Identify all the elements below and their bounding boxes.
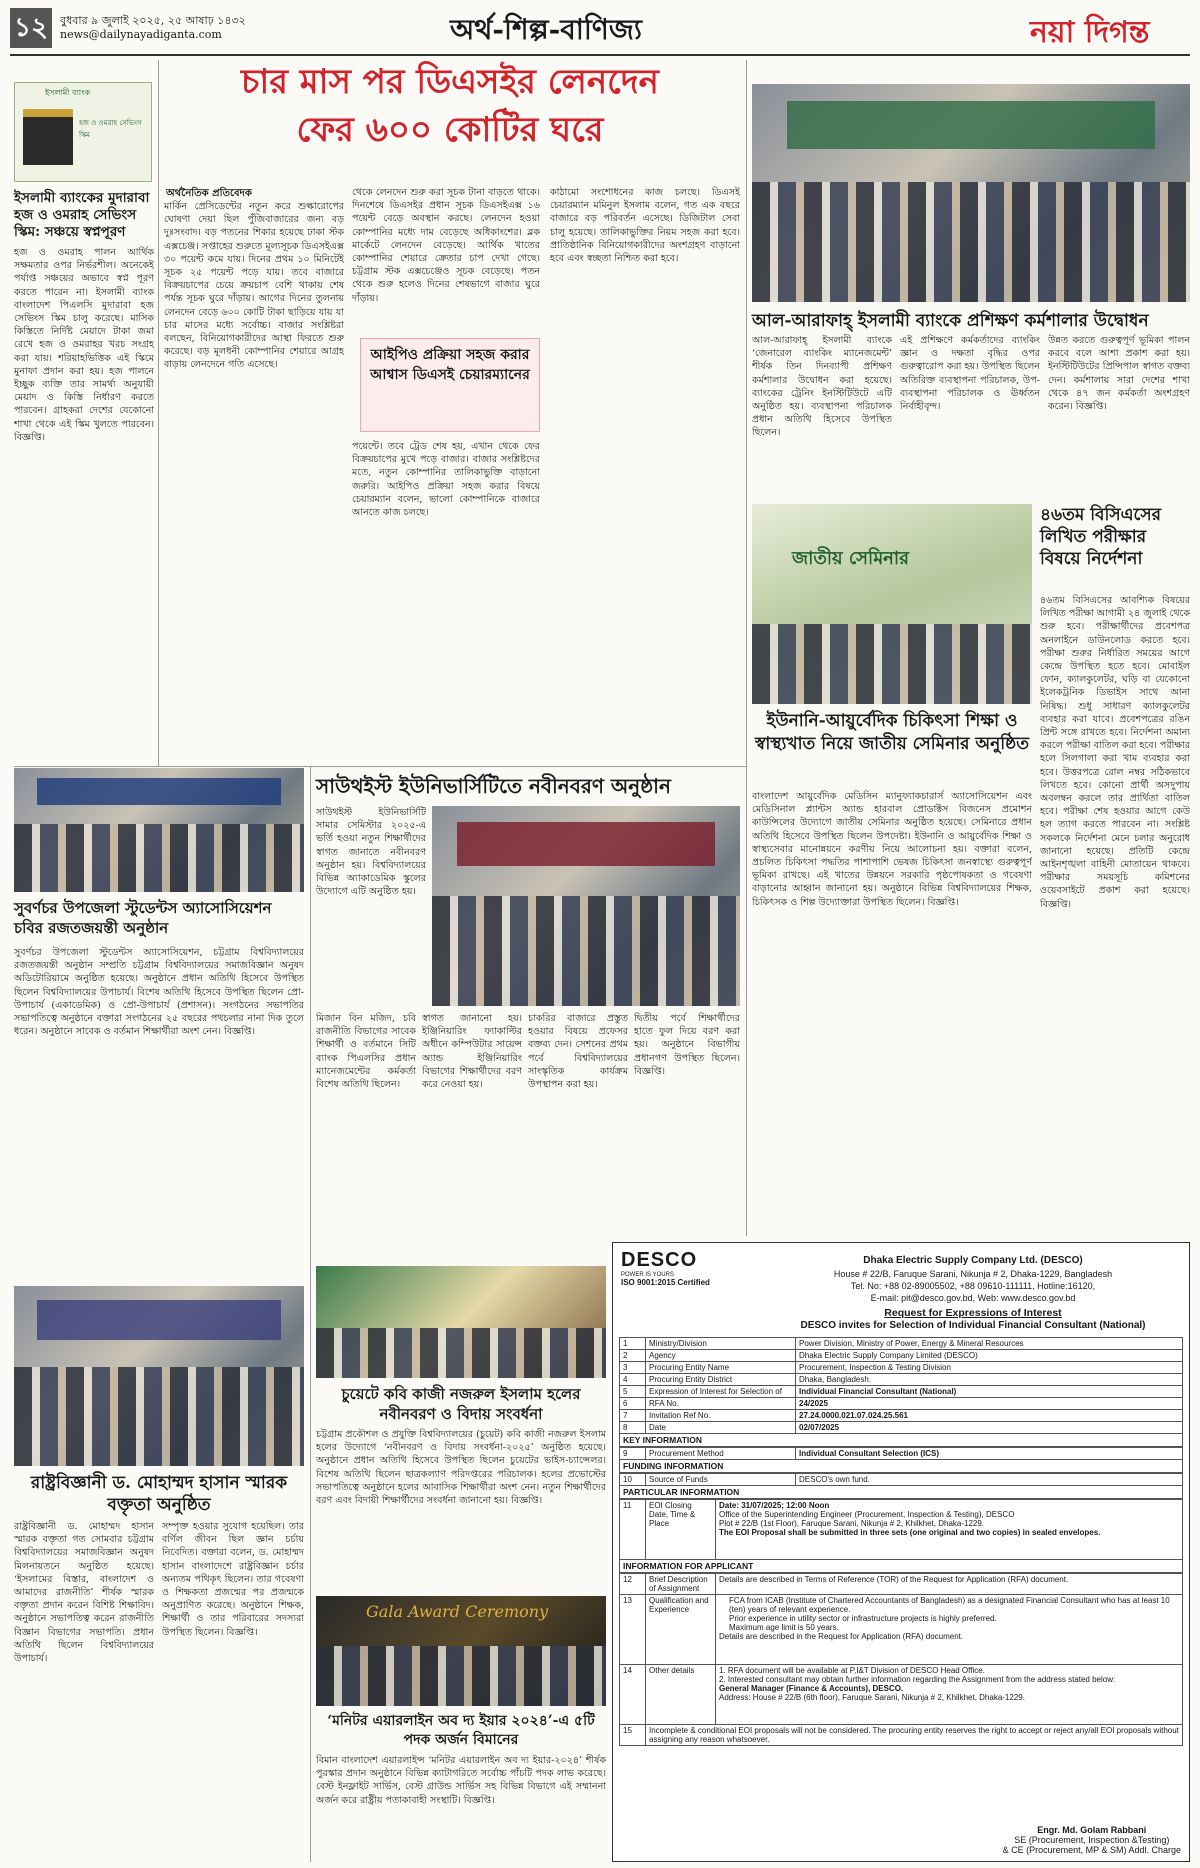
lead-pullquote-text: আইপিও প্রক্রিয়া সহজ করার আশ্বাস ডিএসই চেয়ারম্যানের bbox=[370, 347, 530, 383]
monitor-body: বিমান বাংলাদেশ এয়ারলাইন্স ‘মনিটর এয়ারলাইন অব দ্য ইয়ার-২০২৪’ শীর্ষক পুরস্কার প্রদান অনুষ্ঠানে বিভিন্ন ক্যাটাগরিতে সর্বোচ্চ পাঁচটি পদক লাভ করেছে। বেস্ট ইনফ্লাইট সার্ভিস, বেস্ট গ্রাউন্ড সার্ভিস সহ বিভিন্ন বিভাগে এই সম্মাননা অর্জন করে রাষ্ট্রীয় পতাকাবাহী সংস্থাটি। বিজ্ঞপ্তি। bbox=[316, 1755, 606, 1806]
row-no: 7 bbox=[620, 1410, 646, 1422]
desco-subtitle: DESCO invites for Selection of Individual Financial Consultant (National) bbox=[800, 1320, 1146, 1331]
alarafah-headline: আল-আরাফাহ্ ইসলামী ব্যাংকে প্রশিক্ষণ কর্মশালার উদ্বোধন bbox=[752, 311, 1149, 331]
qual-2: Prior experience in utility sector or infrastructure projects is highly preferred. bbox=[729, 1614, 997, 1623]
table-row bbox=[620, 1422, 1183, 1434]
row-value: DESCO's own fund. bbox=[796, 1474, 1183, 1486]
row-no: 2 bbox=[620, 1350, 646, 1362]
alarafah-col-3: উন্নত করতে গুরুত্বপূর্ণ ভূমিকা পালন করবে বলে আশা প্রকাশ করা হয়। ইনস্টিটিউটের প্রিন্সিপাল স্বাগত বক্তব্য দেন। কর্মশালায় সারা দেশের শাখা থেকে ৪৭ জন কর্মকর্তা অংশগ্রহণ করেন। বিজ্ঞপ্তি। bbox=[1048, 335, 1190, 413]
other-4: Address: House # 22/B (6th floor), Faruque Sarani, Nikunja # 2, Khilkhet, Dhaka-1229. bbox=[719, 1693, 1025, 1702]
desco-phone: Tel. No: +88 02-89005502, +88 09610-111111, Hotline:16120, bbox=[850, 1281, 1096, 1291]
islami-bank-ad-title: ইসলামী ব্যাংক bbox=[45, 88, 91, 97]
row-label: Agency bbox=[646, 1350, 796, 1362]
row-value: Power Division, Ministry of Power, Energy & Mineral Resources bbox=[796, 1338, 1183, 1350]
row-no: 9 bbox=[620, 1448, 646, 1460]
alarafah-col-1: আল-আরাফাহ্ ইসলামী ব্যাংকে ‘জেনারেল ব্যাংকিং ম্যানেজমেন্ট’ শীর্ষক তিন দিনব্যাপী প্রশিক্ষণ কর্মশালার উদ্বোধন করা হয়েছে। ব্যাংকের ট্রেনিং ইনস্টিটিউটে এটি অনুষ্ঠিত হয়। ব্যবস্থাপনা পরিচালক প্রধান অতিথি হিসেবে উপস্থিত ছিলেন। bbox=[752, 335, 892, 439]
divider bbox=[14, 766, 746, 767]
row-no: 1 bbox=[620, 1338, 646, 1350]
row-value: 24/2025 bbox=[796, 1398, 1183, 1410]
website[interactable]: news@dailynayadiganta.com bbox=[60, 28, 222, 41]
lead-byline: অর্থনৈতিক প্রতিবেদক bbox=[166, 188, 252, 199]
signer-name: Engr. Md. Golam Rabbani bbox=[1037, 1825, 1147, 1835]
row-label: Procuring Entity District bbox=[646, 1374, 796, 1386]
desco-company: Dhaka Electric Supply Company Ltd. (DESCO) bbox=[863, 1255, 1083, 1266]
southeast-lower-col-2: স্বাগত জানানো হয়। ইঞ্জিনিয়ারিং ফ্যাকাল্টির অধীনে কম্পিউটার সায়েন্স অ্যান্ড ইঞ্জিনিয়ারিং বিভাগের শিক্ষার্থীদের বরণ করে নেওয়া হয়। bbox=[422, 1013, 522, 1091]
monitor-award-banner: Gala Award Ceremony bbox=[366, 1602, 549, 1621]
alarafah-photo bbox=[752, 84, 1190, 302]
other-1: 1. RFA document will be available at P,I&T Division of DESCO Head Office. bbox=[719, 1666, 985, 1675]
unani-banner: জাতীয় সেমিনার bbox=[792, 548, 910, 569]
lead-col-2: থেকে লেনদেন শুরু করা সূচক টানা বাড়তে থাকে। দিনশেষে ডিএসইর প্রধান সূচক ডিএসইএক্স ১৬ পয়েন্ট বেড়ে অবস্থান করছে। লেনদেন হওয়া কোম্পানির মধ্যে দাম বেড়েছে অধিকাংশের। ব্লক মার্কেটে লেনদেন বেড়েছে। আর্থিক খাতের কোম্পানির শেয়ারে ক্রেতার চাপ দেখা গেছে। চট্টগ্রাম স্টক এক্সচেঞ্জেও সূচক বেড়েছে। পতন থেকে শুরু হলেও দিনের শেষভাগে বাজার ঘুরে দাঁড়ায়। bbox=[352, 187, 540, 304]
southeast-lower-col-3: চাকরির বাজারে প্রস্তুত হওয়ার বিষয়ে প্রফেসর বক্তব্য দেন। সেশনের প্রথম পর্বে বিশ্ববিদ্যালয়ের সাংস্কৃতিক কার্যক্রম উপস্থাপন করা হয়। bbox=[528, 1013, 628, 1091]
desco-key-info: KEY INFORMATION bbox=[619, 1434, 1183, 1447]
row-no: 8 bbox=[620, 1422, 646, 1434]
row-value: Dhaka Electric Supply Company Limited (DESCO) bbox=[796, 1350, 1183, 1362]
row-value bbox=[716, 1500, 1183, 1560]
row-value: Individual Consultant Selection (ICS) bbox=[796, 1448, 1183, 1460]
suborno-photo bbox=[14, 768, 304, 892]
row-label: Ministry/Division bbox=[646, 1338, 796, 1350]
closing-note: The EOI Proposal shall be submitted in three sets (one original and two copies) in sealed envelopes. bbox=[719, 1528, 1101, 1537]
row-value: Incomplete & conditional EOI proposals will not be considered. The procuring entity reserves the right to accept or reject any/all EOI proposals without assigning any reason whatsoever. bbox=[646, 1725, 1183, 1746]
desco-signer bbox=[1003, 1825, 1181, 1855]
suborno-headline: সুবর্ণচর উপজেলা স্টুডেন্টস অ্যাসোসিয়েশন চবির রজতজয়ন্তী অনুষ্ঠান bbox=[14, 899, 272, 937]
islami-bank-ad bbox=[14, 82, 152, 182]
southeast-col-1: সাউথইস্ট ইউনিভার্সিটি সামার সেমিস্টার ২০২৫-এ ভর্তি হওয়া নতুন শিক্ষার্থীদের স্বাগত জানাতে নবীনবরণ অনুষ্ঠান হয়। বিশ্ববিদ্যালয়ের বিভিন্ন অ্যাকাডেমিক স্কুলের উদ্যোগে এটি অনুষ্ঠিত হয়। bbox=[316, 807, 426, 898]
table-row bbox=[620, 1374, 1183, 1386]
southeast-photo bbox=[432, 806, 740, 1006]
row-no: 10 bbox=[620, 1474, 646, 1486]
table-row bbox=[620, 1386, 1183, 1398]
row-label: Qualification and Experience bbox=[646, 1595, 716, 1665]
bcs-body: ৪৬তম বিসিএসের আবশ্যিক বিষয়ের লিখিত পরীক্ষা আগামী ২৪ জুলাই থেকে শুরু হবে। পরীক্ষার্থীদের প্রবেশপত্র অনলাইনে ডাউনলোড করতে হবে। পরীক্ষা শুরুর নির্ধারিত সময়ের আগে কেন্দ্রে উপস্থিত হতে হবে। মোবাইল ফোন, ক্যালকুলেটর, ঘড়ি বা যেকোনো ইলেকট্রনিক ডিভাইস সাথে আনা নিষিদ্ধ। শুধু সাধারণ ক্যালকুলেটর ব্যবহার করা যাবে। প্রবেশপত্রের রঙিন প্রিন্ট সঙ্গে রাখতে হবে। নির্দেশনা অমান্য করলে পরীক্ষা বাতিল করা হবে। পরীক্ষার হলে সিলগালা করা খাম ব্যবহার করা হবে। উত্তরপত্রে রোল নম্বর সঠিকভাবে লিখতে হবে। কোনো প্রার্থী অসদুপায় অবলম্বন করলে তার প্রার্থিতা বাতিল হবে। পরীক্ষা শেষ হওয়ার আগে কেউ হল ত্যাগ করতে পারবেন না। সংশ্লিষ্ট সকলকে নির্দেশনা মেনে চলার অনুরোধ জানানো হয়েছে। প্রতিটি কেন্দ্রে আইনশৃঙ্খলা বাহিনী মোতায়েন থাকবে। পরীক্ষার সময়সূচি কমিশনের ওয়েবসাইটে প্রকাশ করা হয়েছে। বিজ্ঞপ্তি। bbox=[1040, 595, 1190, 910]
desco-particular: PARTICULAR INFORMATION bbox=[619, 1486, 1183, 1499]
row-value bbox=[716, 1665, 1183, 1725]
desco-title: Request for Expressions of Interest bbox=[884, 1307, 1062, 1319]
row-label: Brief Description of Assignment bbox=[646, 1574, 716, 1595]
row-label: Invitation Ref No. bbox=[646, 1410, 796, 1422]
row-no: 4 bbox=[620, 1374, 646, 1386]
other-2: 2. Interested consultant may obtain further information regarding the Assignment from the address stated below: bbox=[719, 1675, 1116, 1684]
closing-address: Plot # 22/B (1st Floor), Faruque Sarani, Nikunja # 2, Khilkhet, Dhaka-1229. bbox=[719, 1519, 985, 1528]
unani-body: বাংলাদেশ আয়ুর্বেদিক মেডিসিন ম্যানুফ্যাকচারার্স অ্যাসোসিয়েশন এবং মেডিসিনাল প্ল্যান্টস অ্যান্ড হারবাল প্রোডাক্টস বিজনেস প্রমোশন কাউন্সিলের উদ্যোগে জাতীয় সেমিনার অনুষ্ঠিত হয়েছে। সেমিনারে প্রধান অতিথি হিসেবে উপস্থিত ছিলেন উপদেষ্টা। ইউনানি ও আয়ুর্বেদিক শিক্ষা ও স্বাস্থ্যসেবার মানোন্নয়নে করণীয় নিয়ে আলোচনা হয়। বক্তারা বলেন, প্রচলিত চিকিৎসা পদ্ধতির পাশাপাশি ভেষজ চিকিৎসা জনস্বাস্থ্যে গুরুত্বপূর্ণ ভূমিকা রাখছে। এই খাতের উন্নয়নে সরকারি পৃষ্ঠপোষকতা ও গবেষণা বাড়ানোর আহ্বান জানানো হয়। অনুষ্ঠানে বিভিন্ন বিশ্ববিদ্যালয়ের শিক্ষক, চিকিৎসক ও শিল্প উদ্যোক্তারা উপস্থিত ছিলেন। বিজ্ঞপ্তি। bbox=[752, 791, 1032, 908]
rashtro-col-2: সম্পৃক্ত হওয়ার সুযোগ হয়েছিল। তার বর্ণিল জীবন ছিল জ্ঞান চর্চায় নিবেদিত। বক্তারা বলেন, ড. মোহাম্মদ হাসান বাংলাদেশে রাষ্ট্রবিজ্ঞান চর্চার অন্যতম পথিকৃৎ ছিলেন। তার গবেষণা ও শিক্ষকতা প্রজন্মের পর প্রজন্মকে অনুপ্রাণিত করেছে। অনুষ্ঠানে শিক্ষক, শিক্ষার্থী ও তার পরিবারের সদস্যরা উপস্থিত ছিলেন। বিজ্ঞপ্তি। bbox=[162, 1521, 304, 1638]
row-value: Details are described in Terms of Reference (TOR) of the Request for Application (RFA) document. bbox=[716, 1574, 1183, 1595]
row-value: 27.24.0000.021.07.024.25.561 bbox=[796, 1410, 1183, 1422]
masthead: নয়া দিগন্ত bbox=[1030, 15, 1150, 50]
row-label: Expression of Interest for Selection of bbox=[646, 1386, 796, 1398]
qual-1: FCA from ICAB (Institute of Chartered Accountants of Bangladesh) as a designated Financial Consultant who has at least 10 (ten) years of relevant experience. bbox=[729, 1596, 1170, 1614]
table-row bbox=[620, 1448, 1183, 1460]
row-label: Source of Funds bbox=[646, 1474, 796, 1486]
desco-email[interactable]: E-mail: pit@desco.gov.bd, Web: www.desco.gov.bd bbox=[870, 1293, 1076, 1303]
alarafah-col-2: এই প্রশিক্ষণে কর্মকর্তাদের ব্যাংকিং জ্ঞান ও দক্ষতা বৃদ্ধির ওপর গুরুত্বারোপ করা হয়। উপস্থিত ছিলেন অতিরিক্ত ব্যবস্থাপনা পরিচালক, উপ-ব্যবস্থাপনা পরিচালক ও ঊর্ধ্বতন নির্বাহীবৃন্দ। bbox=[900, 335, 1040, 413]
table-row bbox=[620, 1665, 1183, 1725]
row-value: Individual Financial Consultant (National) bbox=[796, 1386, 1183, 1398]
desco-notice bbox=[612, 1242, 1190, 1862]
desco-applicant: INFORMATION FOR APPLICANT bbox=[619, 1560, 1183, 1573]
islami-bank-headline: ইসলামী ব্যাংকের মুদারাবা হজ ও ওমরাহ সেভিংস স্কিম: সঞ্চয়ে স্বপ্নপূরণ bbox=[14, 190, 150, 240]
desco-table bbox=[619, 1337, 1183, 1434]
divider bbox=[310, 766, 311, 1862]
header-rule bbox=[10, 54, 1190, 56]
row-label: Procuring Entity Name bbox=[646, 1362, 796, 1374]
qual-4: Details are described in the Request for Application (RFA) document. bbox=[719, 1632, 964, 1641]
signer-title-1: SE (Procurement, Inspection &Testing) bbox=[1014, 1835, 1170, 1845]
unani-photo bbox=[752, 504, 1032, 704]
table-row bbox=[620, 1500, 1183, 1560]
divider bbox=[158, 60, 159, 766]
table-row bbox=[620, 1362, 1183, 1374]
desco-table-wrap bbox=[619, 1337, 1183, 1746]
closing-office: Office of the Superintending Engineer (Procurement, Inspection & Testing), DESCO bbox=[719, 1510, 1015, 1519]
desco-logo-tag: POWER IS YOURS bbox=[621, 1272, 674, 1278]
lead-col-1: মার্কিন প্রেসিডেন্টের নতুন করে শুল্কারোপের ঘোষণা দেয়া ছিল পুঁজিবাজারের জন্য বড় দুঃসংবাদ। বড় পতনের শিকার হয়েছে ঢাকা স্টক এক্সচেঞ্জ। সপ্তাহের শুরুতে মূল্যসূচক ডিএসইএক্স ৩০ পয়েন্ট কমে যায়। দিনের প্রথম ১০ মিনিটেই সূচক ২৫ পয়েন্ট পড়ে যায়। তবে বাজারে বিক্রয়চাপের চেয়ে ক্রয়চাপ বেশি থাকায় শেষ পর্যন্ত সূচক ঘুরে দাঁড়ায়। আগের দিনের তুলনায় লেনদেন বেড়ে ৬০০ কোটি টাকা ছাড়িয়ে যায় যা চার মাসের মধ্যে সর্বোচ্চ। বাজার সংশ্লিষ্টরা বলছেন, বিনিয়োগকারীদের আস্থা ফিরতে শুরু করেছে। বড় মূলধনী কোম্পানির শেয়ারে আগ্রহ বাড়ায় লেনদেনে গতি এসেছে। bbox=[164, 201, 344, 371]
suborno-body: সুবর্ণচর উপজেলা স্টুডেন্টস অ্যাসোসিয়েশন, চট্টগ্রাম বিশ্ববিদ্যালয়ের রজতজয়ন্তী অনুষ্ঠান সম্প্রতি চট্টগ্রাম বিশ্ববিদ্যালয়ের সমাজবিজ্ঞান অনুষদ অডিটোরিয়ামে অনুষ্ঠিত হয়েছে। অনুষ্ঠানে প্রধান অতিথি হিসেবে উপস্থিত ছিলেন বিশ্ববিদ্যালয়ের উপাচার্য। বিশেষ অতিথি হিসেবে উপস্থিত ছিলেন প্রো-উপাচার্য (একাডেমিক) ও প্রো-উপাচার্য (প্রশাসন)। সংগঠনের সভাপতির সভাপতিত্বে অনুষ্ঠানে বক্তারা সংগঠনের ২৫ বছরের পথচলার নানা দিক তুলে ধরেন। অনুষ্ঠানে সাবেক ও বর্তমান শিক্ষার্থীরা অংশ নেন। বিজ্ঞপ্তি। bbox=[14, 947, 304, 1038]
date-line: বুধবার ৯ জুলাই ২০২৫, ২৫ আষাঢ় ১৪৩২ bbox=[60, 14, 246, 27]
page-number-box bbox=[10, 8, 52, 48]
monitor-photo bbox=[316, 1596, 606, 1706]
table-row bbox=[620, 1338, 1183, 1350]
lead-col-4: কাঠামো সংশোধনের কাজ চলছে। ডিএসই চেয়ারম্যান মমিনুল ইসলাম বলেন, গত এক বছরে বাজারে বড় পরিবর্তন এসেছে। ডিজিটাল সেবা চালু হয়েছে। তালিকাভুক্তির নিয়ম সহজ করা হবে। প্রাতিষ্ঠানিক বিনিয়োগকারীদের অংশগ্রহণ বাড়ানো হবে এবং স্বচ্ছতা নিশ্চিত করা হবে। bbox=[550, 187, 740, 265]
desco-logo-text: DESCO bbox=[621, 1249, 698, 1271]
row-label: Other details bbox=[646, 1665, 716, 1725]
page-number: ১২ bbox=[14, 13, 48, 43]
desco-address: House # 22/B, Faruque Sarani, Nikunja # 2, Dhaka-1229, Bangladesh bbox=[833, 1269, 1113, 1279]
lead-headline-2: ফের ৬০০ কোটির ঘরে bbox=[296, 110, 604, 150]
row-no: 15 bbox=[620, 1725, 646, 1746]
row-no: 5 bbox=[620, 1386, 646, 1398]
table-row bbox=[620, 1398, 1183, 1410]
lead-headline-1: চার মাস পর ডিএসইর লেনদেন bbox=[241, 62, 659, 102]
table-row bbox=[620, 1574, 1183, 1595]
southeast-lower-col-1: মিজান বিন মজিদ, চবি রাজনীতি বিভাগের সাবেক শিক্ষার্থী ও বর্তমানে সিটি ব্যাংক পিএলসির প্রধান ম্যানেজমেন্টের কর্মকর্তা বিশেষ অতিথি ছিলেন। bbox=[316, 1013, 416, 1091]
rashtro-photo bbox=[14, 1286, 304, 1466]
row-value: 02/07/2025 bbox=[796, 1422, 1183, 1434]
row-value: Dhaka, Bangladesh. bbox=[796, 1374, 1183, 1386]
desco-funding: FUNDING INFORMATION bbox=[619, 1460, 1183, 1473]
signer-title-2: & CE (Procurement, MP & SM) Addl. Charge bbox=[1002, 1845, 1181, 1855]
southeast-headline: সাউথইস্ট ইউনিভার্সিটিতে নবীনবরণ অনুষ্ঠান bbox=[316, 774, 671, 798]
row-label: RFA No. bbox=[646, 1398, 796, 1410]
chuet-photo bbox=[316, 1266, 606, 1378]
row-no: 13 bbox=[620, 1595, 646, 1665]
table-row bbox=[620, 1595, 1183, 1665]
row-label: Procurement Method bbox=[646, 1448, 796, 1460]
desco-iso: ISO 9001:2015 Certified bbox=[621, 1278, 710, 1287]
chuet-body: চট্টগ্রাম প্রকৌশল ও প্রযুক্তি বিশ্ববিদ্যালয়ের (চুয়েট) কবি কাজী নজরুল ইসলাম হলের উদ্যোগে ‘নবীনবরণ ও বিদায় সংবর্ধনা-২০২৫’ অনুষ্ঠিত হয়েছে। অনুষ্ঠানে প্রধান অতিথি হিসেবে উপস্থিত ছিলেন চুয়েটের ভাইস-চ্যান্সেলর। বিশেষ অতিথি ছিলেন ছাত্রকল্যাণ পরিদপ্তরের পরিচালক। হলের প্রভোস্টের সভাপতিত্বে অনুষ্ঠানে হলের আবাসিক শিক্ষার্থীরা অংশ নেন। নতুন শিক্ষার্থীদের বরণ এবং বিদায়ী শিক্ষার্থীদের সংবর্ধনা জানানো হয়। বিজ্ঞপ্তি। bbox=[316, 1429, 606, 1507]
row-label: Date bbox=[646, 1422, 796, 1434]
islami-bank-body: হজ ও ওমরাহ পালন আর্থিক সক্ষমতার ওপর নির্ভরশীল। অনেকেই পর্যাপ্ত সঞ্চয়ের অভাবে স্বপ্ন পূরণ করতে পারেন না। ইসলামী ব্যাংক বাংলাদেশ পিএলসি মুদারাবা হজ সেভিংস স্কিম চালু করেছে। মাসিক কিস্তিতে নির্দিষ্ট মেয়াদে টাকা জমা রেখে হজ ও ওমরাহর খরচ সংগ্রহ করা যায়। শরিয়াহভিত্তিক এই স্কিমে মুনাফা প্রদান করা হয়। হজ পালনে ইচ্ছুক ব্যক্তি তার সামর্থ্য অনুযায়ী মেয়াদ ও কিস্তি নির্ধারণ করতে পারবেন। গ্রাহকরা দেশের যেকোনো শাখা থেকে এই স্কিম খুলতে পারবেন। বিজ্ঞপ্তি। bbox=[14, 247, 154, 443]
lead-col-3: পয়েন্টে। তবে ট্রেড শেষ হয়, এখান থেকে ফের বিক্রয়চাপের মুখে পড়ে বাজার। বাজার সংশ্লিষ্টদের মতে, নতুন কোম্পানির তালিকাভুক্তি বাড়ানো জরুরি। আইপিও প্রক্রিয়া সহজ করার বিষয়ে চেয়ারম্যান বলেন, ভালো কোম্পানিকে বাজারে আনতে কাজ চলছে। bbox=[352, 441, 540, 519]
table-row bbox=[620, 1410, 1183, 1422]
row-value bbox=[716, 1595, 1183, 1665]
table-row bbox=[620, 1725, 1183, 1746]
bcs-headline: ৪৬তম বিসিএসের লিখিত পরীক্ষার বিষয়ে নির্দেশনা bbox=[1040, 505, 1161, 569]
row-no: 3 bbox=[620, 1362, 646, 1374]
row-no: 14 bbox=[620, 1665, 646, 1725]
row-no: 6 bbox=[620, 1398, 646, 1410]
divider bbox=[746, 60, 747, 1236]
unani-headline: ইউনানি-আয়ুর্বেদিক চিকিৎসা শিক্ষা ও স্বাস্থ্যখাত নিয়ে জাতীয় সেমিনার অনুষ্ঠিত bbox=[754, 711, 1030, 754]
page-header bbox=[10, 6, 1190, 54]
kaaba-icon bbox=[23, 109, 73, 165]
qual-3: Maximum age limit is 50 years. bbox=[729, 1623, 839, 1632]
islami-bank-ad-sub: হজ ও ওমরাহ সেভিংস স্কিম bbox=[79, 119, 142, 139]
southeast-lower-col-4: দ্বিতীয় পর্বে শিক্ষার্থীদের হাতে ফুল দিয়ে বরণ করা হয়। অনুষ্ঠানে বিভাগীয় প্রধানগণ উপস্থিত ছিলেন। বিজ্ঞপ্তি। bbox=[634, 1013, 740, 1077]
lead-pullquote bbox=[360, 338, 540, 432]
row-no: 11 bbox=[620, 1500, 646, 1560]
table-row bbox=[620, 1350, 1183, 1362]
row-no: 12 bbox=[620, 1574, 646, 1595]
section-title: অর্থ-শিল্প-বাণিজ্য bbox=[450, 13, 643, 46]
rashtro-col-1: রাষ্ট্রবিজ্ঞানী ড. মোহাম্মদ হাসান স্মারক বক্তৃতা গত সোমবার চট্টগ্রাম বিশ্ববিদ্যালয়ের সমাজবিজ্ঞান অনুষদ মিলনায়তনে অনুষ্ঠিত হয়েছে। ‘ইসলামের বিস্তার, বাংলাদেশ ও আমাদের রাজনীতি’ শীর্ষক স্মারক বক্তৃতা প্রদান করেন বিশিষ্ট শিক্ষাবিদ। অনুষ্ঠানে সভাপতিত্ব করেন রাজনীতি বিজ্ঞান বিভাগের সভাপতি। প্রধান অতিথি ছিলেন বিশ্ববিদ্যালয়ের উপাচার্য। bbox=[14, 1521, 154, 1665]
monitor-headline: ‘মনিটর এয়ারলাইন অব দ্য ইয়ার ২০২৪’-এ ৫টি পদক অর্জন বিমানের bbox=[327, 1713, 595, 1748]
row-value: Procurement, Inspection & Testing Division bbox=[796, 1362, 1183, 1374]
closing-date: Date: 31/07/2025; 12:00 Noon bbox=[719, 1501, 830, 1510]
desco-logo bbox=[621, 1249, 710, 1287]
chuet-headline: চুয়েটে কবি কাজী নজরুল ইসলাম হলের নবীনবরণ ও বিদায় সংবর্ধনা bbox=[341, 1385, 581, 1423]
rashtro-headline: রাষ্ট্রবিজ্ঞানী ড. মোহাম্মদ হাসান স্মারক বক্তৃতা অনুষ্ঠিত bbox=[30, 1473, 288, 1515]
other-3: General Manager (Finance & Accounts), DESCO. bbox=[719, 1684, 904, 1693]
row-label: EOI Closing Date, Time & Place bbox=[646, 1500, 716, 1560]
table-row bbox=[620, 1474, 1183, 1486]
